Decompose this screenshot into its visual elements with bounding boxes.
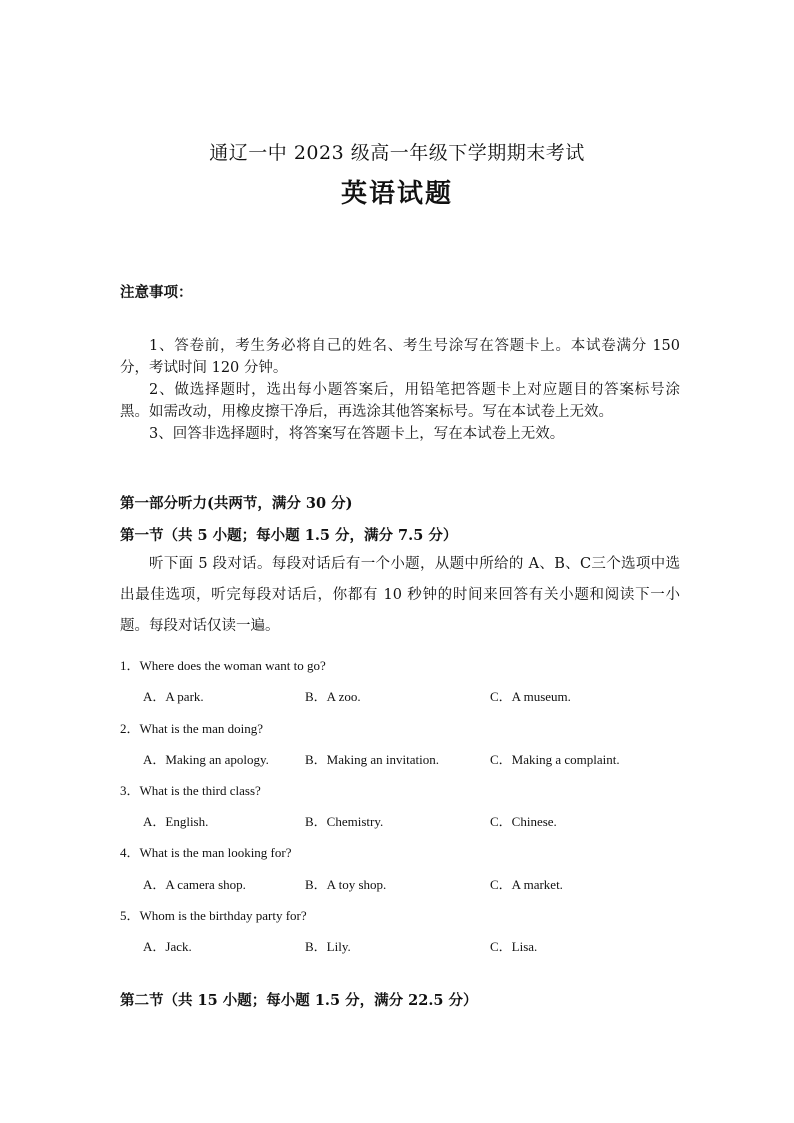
question-1-option-a: A．A park.: [143, 689, 204, 704]
notice-item-3: 3、回答非选择题时，将答案写在答题卡上，写在本试卷上无效。: [149, 426, 565, 442]
exam-subject-title: 英语试题: [340, 179, 453, 209]
notice-list: [120, 335, 680, 445]
question-5-option-c: C．Lisa.: [490, 939, 538, 954]
notice-heading: 注意事项：: [120, 284, 193, 301]
question-4-option-b: B．A toy shop.: [305, 877, 387, 892]
notice-item-1: 1、答卷前，考生务必将自己的姓名、考生号涂写在答题卡上。本试卷满分 150 分，考试时间 120 分钟。: [120, 338, 680, 376]
section1-heading: 第一节（共 5 小题；每小题 1.5 分，满分 7.5 分）: [120, 527, 458, 544]
question-2-option-a: A．Making an apology.: [143, 752, 269, 767]
question-3-option-a: A．English.: [143, 814, 209, 829]
notice-item-2: 2、做选择题时，选出每小题答案后，用铅笔把答题卡上对应题目的答案标号涂黑。如需改动，用橡皮擦干净后，再选涂其他答案标号。写在本试卷上无效。: [120, 382, 680, 420]
question-4-option-a: A．A camera shop.: [143, 877, 246, 892]
question-2-option-b: B．Making an invitation.: [305, 752, 439, 767]
question-3-option-b: B．Chemistry.: [305, 814, 384, 829]
question-5-option-b: B．Lily.: [305, 939, 351, 954]
question-5-option-a: A．Jack.: [143, 939, 192, 954]
question-4: 4．What is the man looking for?: [120, 845, 292, 860]
question-1-option-b: B．A zoo.: [305, 689, 361, 704]
question-5: 5．Whom is the birthday party for?: [120, 908, 307, 923]
question-4-option-c: C．A market.: [490, 877, 563, 892]
question-3: 3．What is the third class?: [120, 783, 261, 798]
exam-school-title: 通辽一中 2023 级高一年级下学期期末考试: [209, 142, 585, 164]
question-1: 1．Where does the woman want to go?: [120, 658, 326, 673]
part1-heading: 第一部分听力(共两节，满分 30 分): [120, 495, 353, 512]
question-3-option-c: C．Chinese.: [490, 814, 557, 829]
question-2: 2．What is the man doing?: [120, 721, 263, 736]
question-2-option-c: C．Making a complaint.: [490, 752, 620, 767]
question-1-option-c: C．A museum.: [490, 689, 571, 704]
section1-instructions: 听下面 5 段对话。每段对话后有一个小题，从题中所给的 A、B、C三个选项中选出最佳选项，听完每段对话后，你都有 10 秒钟的时间来回答有关小题和阅读下一小题。每段对话仅读一遍。: [120, 556, 680, 634]
section2-heading: 第二节（共 15 小题；每小题 1.5 分，满分 22.5 分）: [120, 992, 478, 1009]
